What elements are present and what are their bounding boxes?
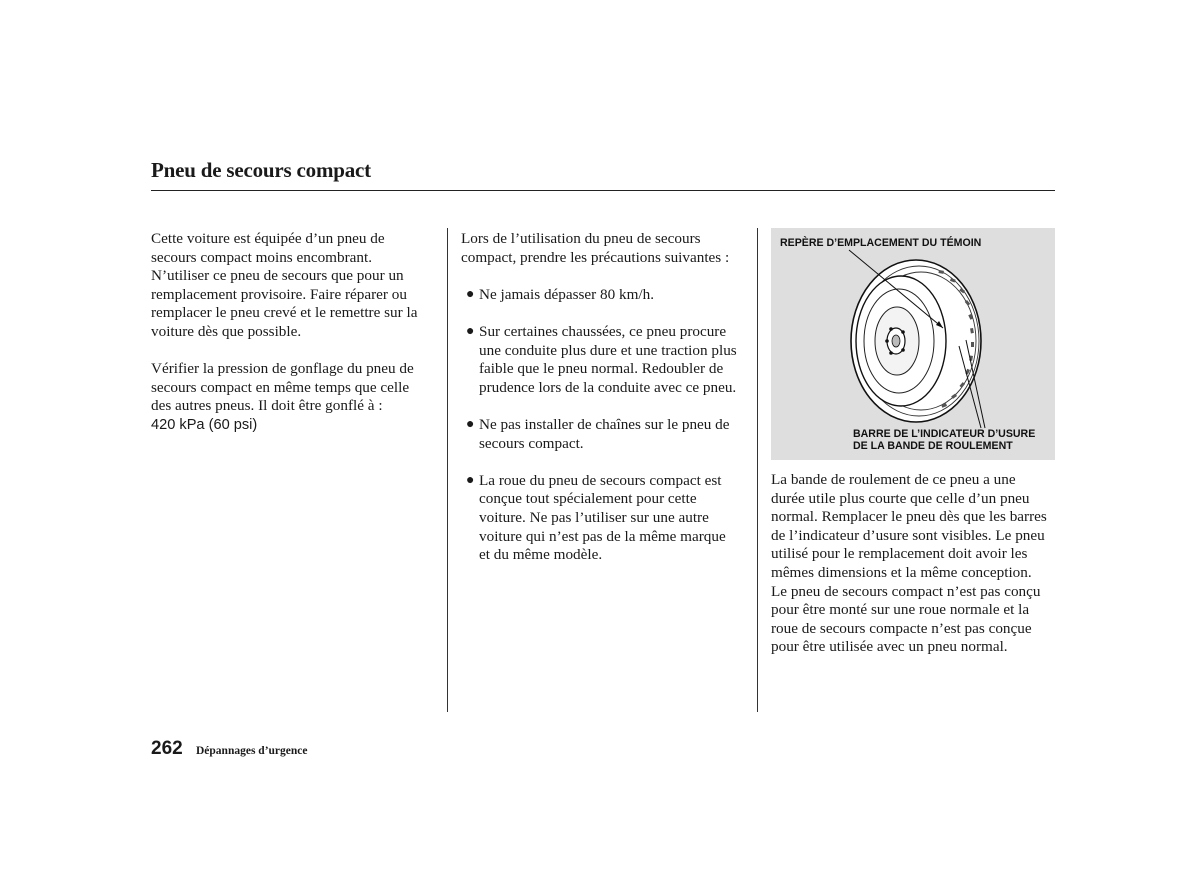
paragraph-2 [151, 360, 436, 434]
text-line: utilisé pour le remplacement doit avoir les [771, 545, 1028, 563]
pressure-value: 420 kPa (60 psi) [151, 416, 258, 433]
text-line: prudence lors de la conduite avec ce pneu. [479, 378, 737, 396]
text-line: BARRE DE L’INDICATEUR D’USURE [853, 428, 1036, 440]
bullet-icon: ● [466, 416, 475, 432]
text-line: N’utiliser ce pneu de secours que pour un [151, 267, 404, 285]
page-title: Pneu de secours compact [151, 158, 371, 182]
text-line: Cette voiture est équipée d’un pneu de [151, 230, 385, 247]
list-item [461, 286, 751, 305]
column-1 [151, 230, 436, 435]
text-line: secours compact en même temps que celle [151, 378, 410, 396]
text-line: normal. Remplacer le pneu dès que les barres [771, 508, 1047, 526]
text-line: des autres pneus. Il doit être gonflé à : [151, 397, 383, 415]
list-item [461, 472, 751, 565]
text-line: La roue du pneu de secours compact est [479, 471, 722, 489]
text-line: durée utile plus courte que celle d’un pneu [771, 489, 1030, 507]
tire-icon [771, 228, 1055, 460]
text-line: compact, prendre les précautions suivantes : [461, 248, 730, 266]
bullet-icon: ● [466, 472, 475, 488]
column-divider-2 [757, 228, 758, 712]
intro-paragraph [461, 230, 751, 267]
figure-label-bottom [853, 428, 1035, 452]
text-line: Ne jamais dépasser 80 km/h. [479, 285, 655, 303]
text-line: une conduite plus dure et une traction plus [479, 341, 737, 359]
text-line: remplacement provisoire. Faire réparer ou [151, 285, 407, 303]
page-number: 262 [151, 738, 183, 759]
text-line: Lors de l’utilisation du pneu de secours [461, 230, 701, 247]
paragraph-3 [771, 471, 1061, 657]
text-line: DE LA BANDE DE ROULEMENT [853, 440, 1013, 452]
text-line: voiture qui n’est pas de la même marque [479, 527, 726, 545]
text-line: pour être utilisée avec un pneu normal. [771, 638, 1008, 656]
text-line: La bande de roulement de ce pneu a une [771, 471, 1016, 488]
text-line: mêmes dimensions et la même conception. [771, 563, 1032, 581]
text-line: secours compact. [479, 434, 584, 452]
list-item [461, 323, 751, 397]
list-item [461, 416, 751, 453]
text-line: faible que le pneu normal. Redoubler de [479, 360, 724, 378]
text-line: conçue tout spécialement pour cette [479, 490, 697, 508]
text-line: voiture dès que possible. [151, 322, 302, 340]
text-line: Vérifier la pression de gonflage du pneu de [151, 360, 414, 378]
column-3 [771, 471, 1061, 657]
text-line: Ne pas installer de chaînes sur le pneu de [479, 415, 730, 433]
figure-label-top: REPÈRE D’EMPLACEMENT DU TÉMOIN [780, 237, 982, 249]
text-line: Le pneu de secours compact n’est pas conçu [771, 582, 1041, 600]
text-line: et du même modèle. [479, 546, 603, 564]
text-line: remplacer le pneu crevé et le remettre sur la [151, 304, 418, 322]
text-line: de l’indicateur d’usure sont visibles. Le pneu [771, 526, 1045, 544]
column-2 [461, 230, 751, 583]
title-rule [151, 190, 1055, 191]
bullet-icon: ● [466, 286, 475, 302]
text-line: pour être monté sur une roue normale et la [771, 601, 1030, 619]
section-name: Dépannages d’urgence [196, 745, 308, 757]
text-line: Sur certaines chaussées, ce pneu procure [479, 322, 727, 340]
text-line: voiture. Ne pas l’utiliser sur une autre [479, 508, 709, 526]
paragraph-1 [151, 230, 436, 342]
precautions-list [461, 286, 751, 565]
column-divider-1 [447, 228, 448, 712]
tire-illustration [771, 228, 1055, 460]
text-line: secours compact moins encombrant. [151, 248, 372, 266]
bullet-icon: ● [466, 323, 475, 339]
text-line: roue de secours compacte n’est pas conçue [771, 619, 1032, 637]
